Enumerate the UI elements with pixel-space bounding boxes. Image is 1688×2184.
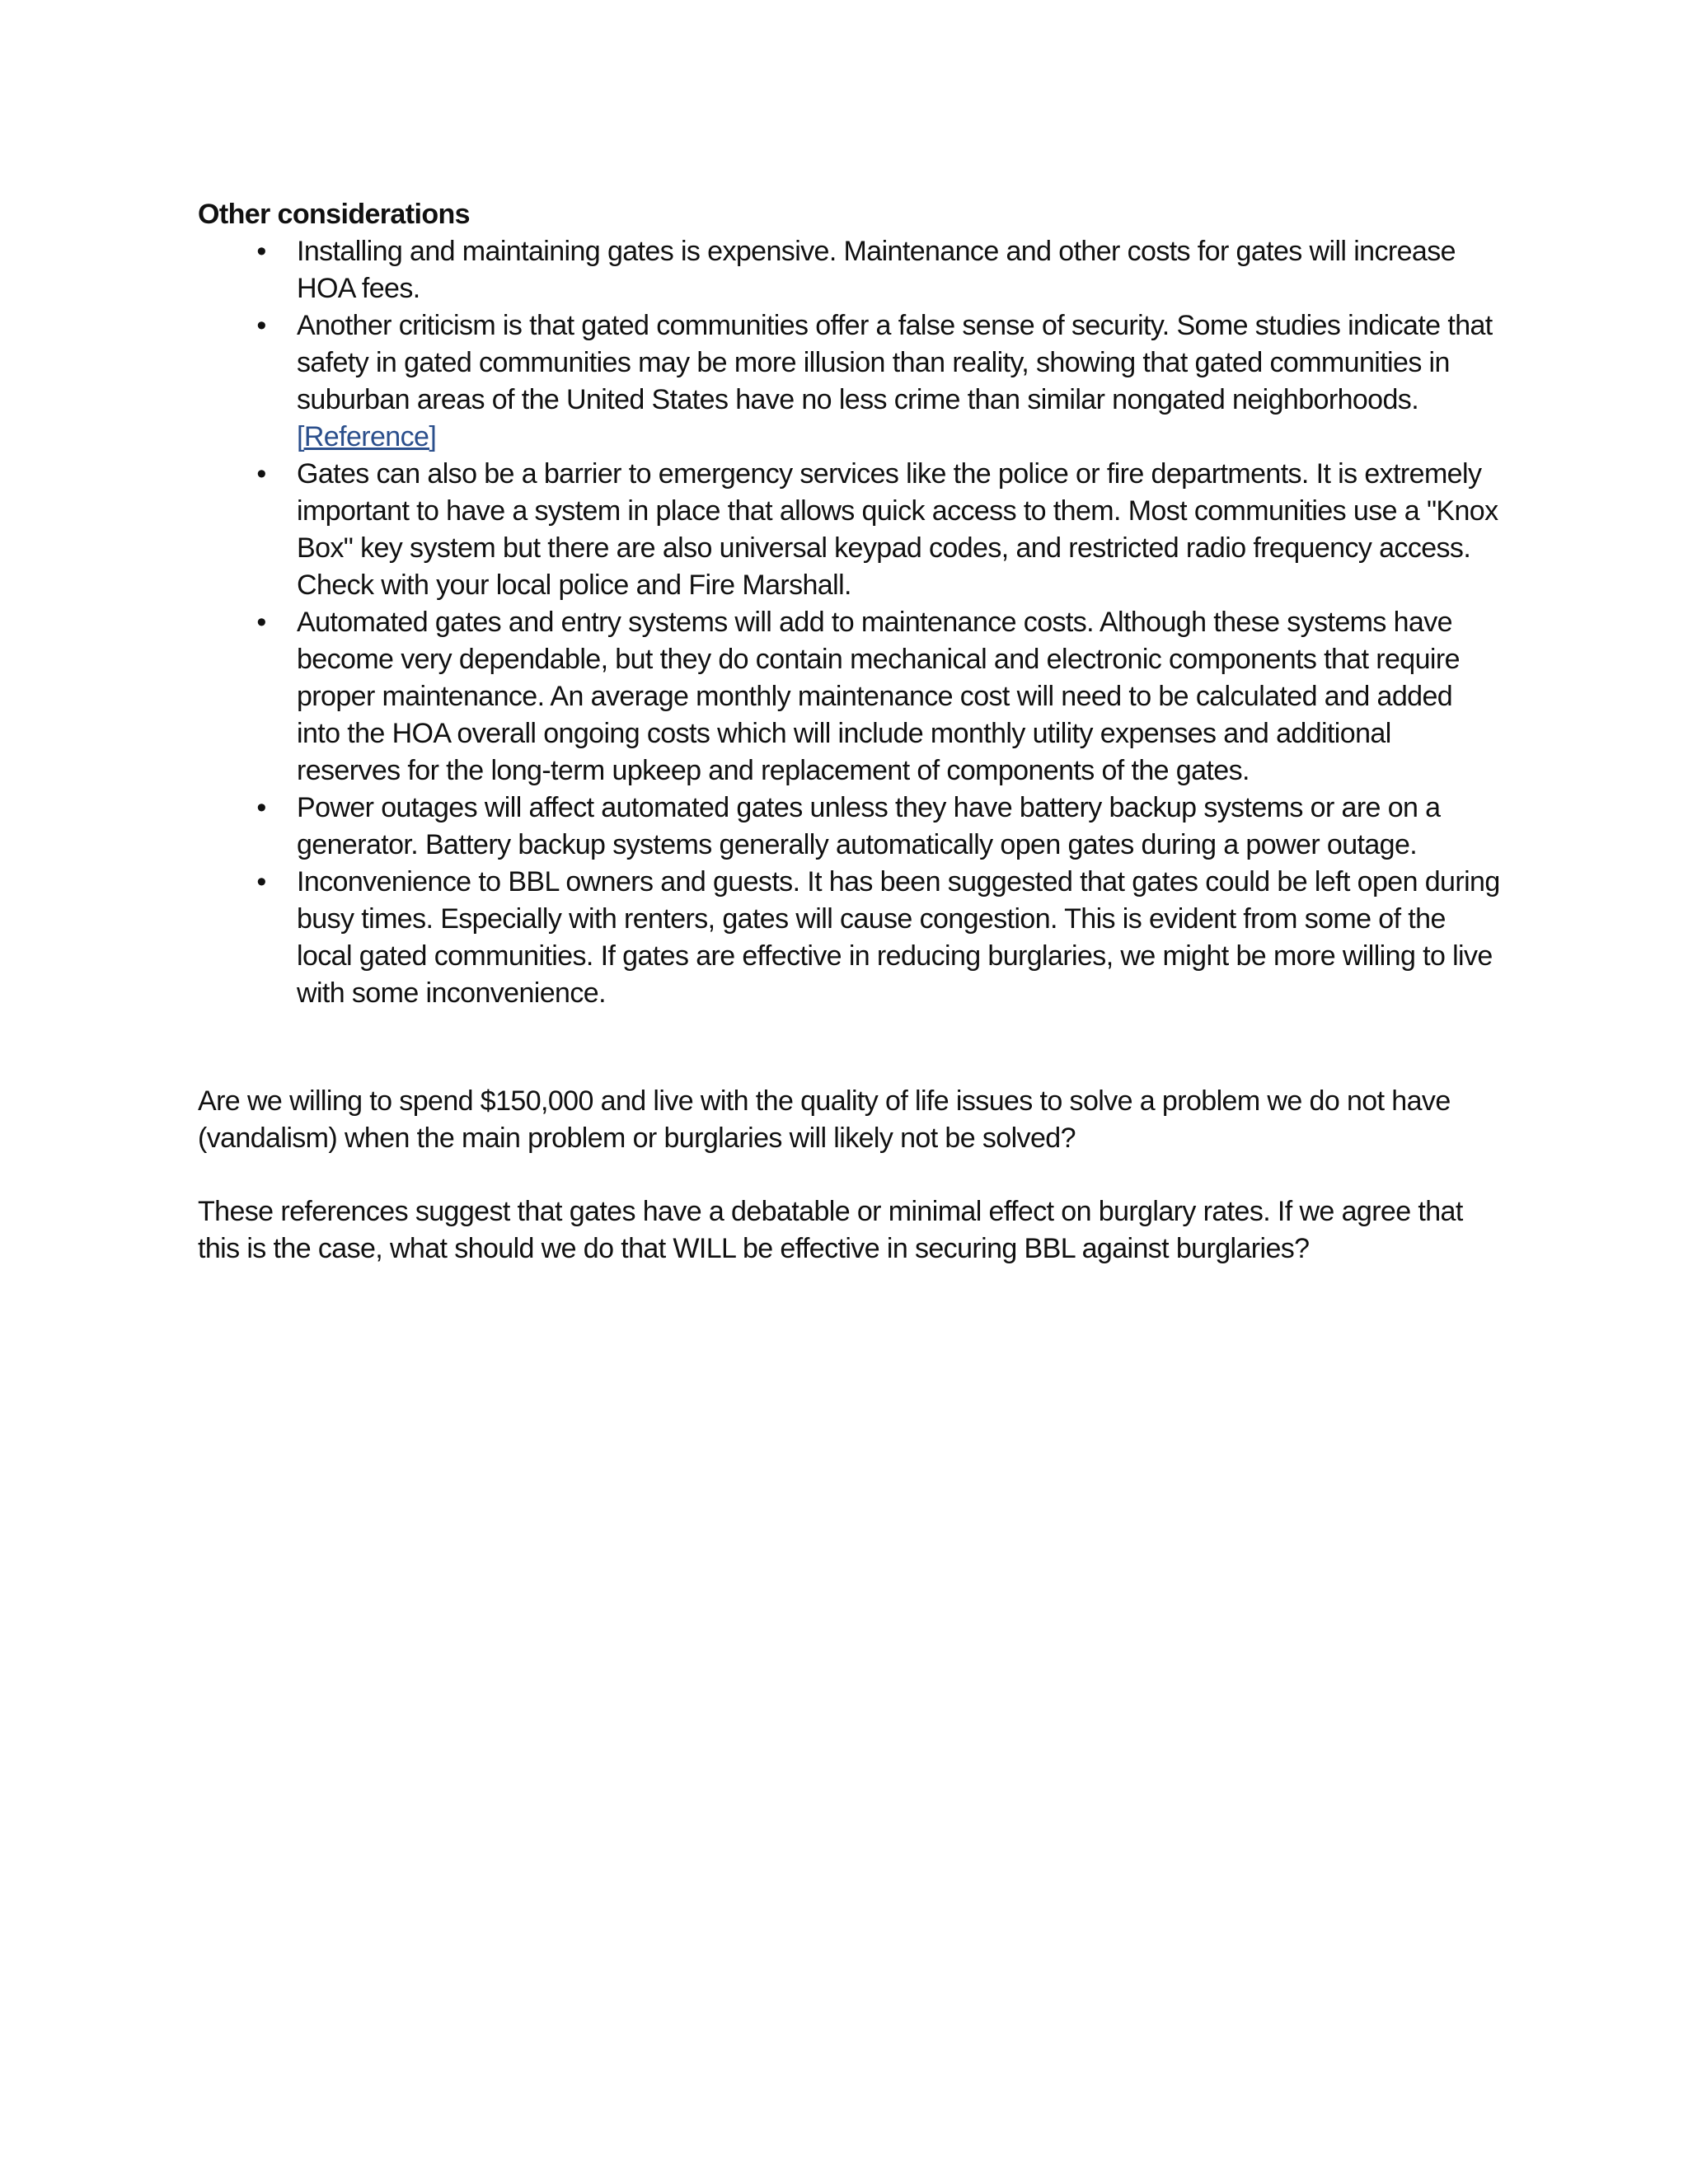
- bullet-icon: •: [256, 458, 266, 490]
- list-item-text: Automated gates and entry systems will add to maintenance costs. Although these systems have become very dependable, but they do contain mechanical and electronic components that require proper maintenance. An average monthly maintenance cost will need to be calculated and added into the HOA overall ongoing costs which will include monthly utility expenses and additional reserves for the long-term upkeep and replacement of components of the gates.: [297, 607, 1460, 786]
- spacer: [198, 1157, 1500, 1193]
- list-item: [198, 790, 1500, 864]
- list-item: [198, 307, 1500, 456]
- bullet-icon: •: [256, 866, 266, 898]
- list-item: [198, 864, 1500, 1012]
- list-item-text: Another criticism is that gated communities offer a false sense of security. Some studies indicate that safety in gated communities may be more illusion than reality, showing that gated communities in suburban areas of the United States have no less crime than similar nongated neighborhoods.: [297, 310, 1493, 415]
- document-body: [198, 196, 1500, 1268]
- section-heading: Other considerations: [198, 199, 470, 230]
- bullet-icon: •: [256, 792, 266, 823]
- considerations-list: [198, 233, 1500, 1012]
- list-item: [198, 233, 1500, 307]
- list-item-text: Power outages will affect automated gates unless they have battery backup systems or are on a generator. Battery backup systems generally automatically open gates during a power outage.: [297, 792, 1441, 860]
- conclusion-paragraph: These references suggest that gates have a debatable or minimal effect on burglary rates. If we agree that this is the case, what should we do that WILL be effective in securing BBL against burglaries?: [198, 1196, 1463, 1264]
- question-paragraph: Are we willing to spend $150,000 and live with the quality of life issues to solve a problem we do not have (vandalism) when the main problem or burglaries will likely not be solved?: [198, 1085, 1451, 1154]
- bullet-icon: •: [256, 310, 266, 341]
- list-item-text: Installing and maintaining gates is expensive. Maintenance and other costs for gates will increase HOA fees.: [297, 236, 1456, 304]
- reference-link[interactable]: [Reference]: [297, 421, 437, 452]
- spacer: [198, 1012, 1500, 1083]
- list-item-text: Gates can also be a barrier to emergency services like the police or fire departments. It is extremely important to have a system in place that allows quick access to them. Most communities use a "Knox Box" key system but there are also universal keypad codes, and restricted radio frequency access. Check with your local police and Fire Marshall.: [297, 458, 1498, 601]
- bullet-icon: •: [256, 236, 266, 267]
- bullet-icon: •: [256, 607, 266, 638]
- list-item: [198, 456, 1500, 604]
- list-item-text: Inconvenience to BBL owners and guests. It has been suggested that gates could be left open during busy times. Especially with renters, gates will cause congestion. This is evident from some of the local gated communities. If gates are effective in reducing burglaries, we might be more willing to live with some inconvenience.: [297, 866, 1500, 1009]
- list-item: [198, 604, 1500, 790]
